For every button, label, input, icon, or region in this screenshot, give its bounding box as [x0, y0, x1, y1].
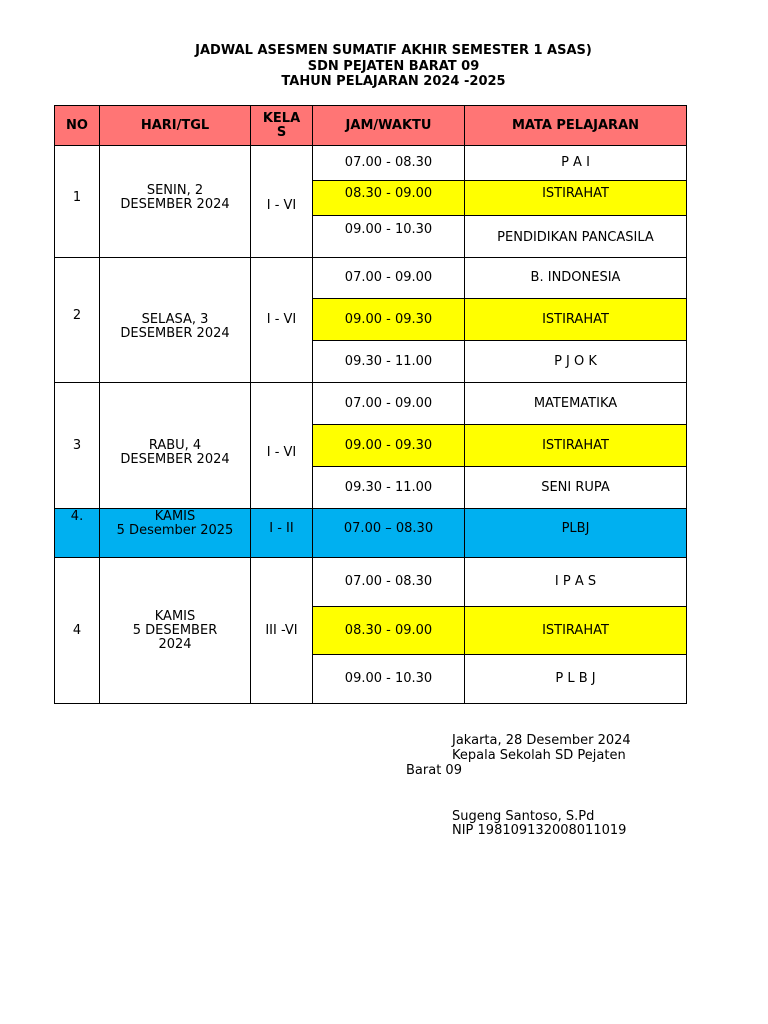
row-hari: KAMIS 5 Desember 2025: [100, 509, 251, 558]
row-mapel: PLBJ: [465, 509, 687, 558]
row-mapel: P A I: [465, 146, 687, 181]
row-jam: 09.30 - 11.00: [313, 467, 465, 509]
signature-role-line2: Barat 09: [406, 763, 462, 778]
row-mapel: P J O K: [465, 341, 687, 383]
header-no: NO: [55, 106, 100, 146]
header-hari: HARI/TGL: [100, 106, 251, 146]
row-jam: 09.30 - 11.00: [313, 341, 465, 383]
signature-place-date: Jakarta, 28 Desember 2024: [452, 733, 631, 748]
row-kelas: III -VI: [251, 558, 313, 704]
table-row: [55, 558, 687, 607]
row-mapel: ISTIRAHAT: [465, 299, 687, 341]
table-row-highlight: [55, 509, 687, 558]
row-hari: SENIN, 2 DESEMBER 2024: [100, 146, 251, 258]
academic-year: TAHUN PELAJARAN 2024 -2025: [281, 74, 506, 89]
row-mapel: SENI RUPA: [465, 467, 687, 509]
row-jam: 07.00 - 09.00: [313, 383, 465, 425]
row-jam: 09.00 - 10.30: [313, 216, 465, 258]
signature-nip: NIP 198109132008011019: [452, 823, 627, 838]
document-title: JADWAL ASESMEN SUMATIF AKHIR SEMESTER 1 ASAS): [195, 43, 592, 58]
row-mapel: ISTIRAHAT: [465, 181, 687, 216]
row-hari: KAMIS 5 DESEMBER 2024: [100, 558, 251, 704]
row-kelas: I - VI: [251, 258, 313, 383]
row-mapel: ISTIRAHAT: [465, 607, 687, 655]
row-jam: 07.00 - 08.30: [313, 558, 465, 607]
row-hari: RABU, 4 DESEMBER 2024: [100, 383, 251, 509]
row-jam: 07.00 – 08.30: [313, 509, 465, 558]
row-jam: 09.00 - 09.30: [313, 299, 465, 341]
row-no: 3: [55, 383, 100, 509]
row-no: 2: [55, 258, 100, 383]
signature-name: Sugeng Santoso, S.Pd: [452, 809, 595, 824]
signature-role-line1: Kepala Sekolah SD Pejaten: [452, 748, 626, 763]
row-jam: 08.30 - 09.00: [313, 607, 465, 655]
row-kelas: I - II: [251, 509, 313, 558]
school-name: SDN PEJATEN BARAT 09: [307, 59, 480, 74]
row-kelas: I - VI: [251, 146, 313, 258]
header-jam: JAM/WAKTU: [313, 106, 465, 146]
table-row: [55, 383, 687, 425]
row-hari: SELASA, 3 DESEMBER 2024: [100, 258, 251, 383]
row-mapel: P L B J: [465, 655, 687, 704]
row-no: 4.: [55, 509, 100, 558]
row-no: 1: [55, 146, 100, 258]
row-mapel: B. INDONESIA: [465, 258, 687, 299]
row-mapel: I P A S: [465, 558, 687, 607]
header-kelas: KELA S: [251, 106, 313, 146]
header-row: [55, 106, 687, 146]
row-mapel: PENDIDIKAN PANCASILA: [465, 216, 687, 258]
row-jam: 09.00 - 10.30: [313, 655, 465, 704]
row-mapel: MATEMATIKA: [465, 383, 687, 425]
row-jam: 07.00 - 09.00: [313, 258, 465, 299]
row-no: 4: [55, 558, 100, 704]
row-jam: 07.00 - 08.30: [313, 146, 465, 181]
table-row: [55, 146, 687, 181]
row-jam: 08.30 - 09.00: [313, 181, 465, 216]
header-mapel: MATA PELAJARAN: [465, 106, 687, 146]
schedule-table: [54, 105, 687, 704]
row-kelas: I - VI: [251, 383, 313, 509]
table-row: [55, 258, 687, 299]
row-jam: 09.00 - 09.30: [313, 425, 465, 467]
row-mapel: ISTIRAHAT: [465, 425, 687, 467]
